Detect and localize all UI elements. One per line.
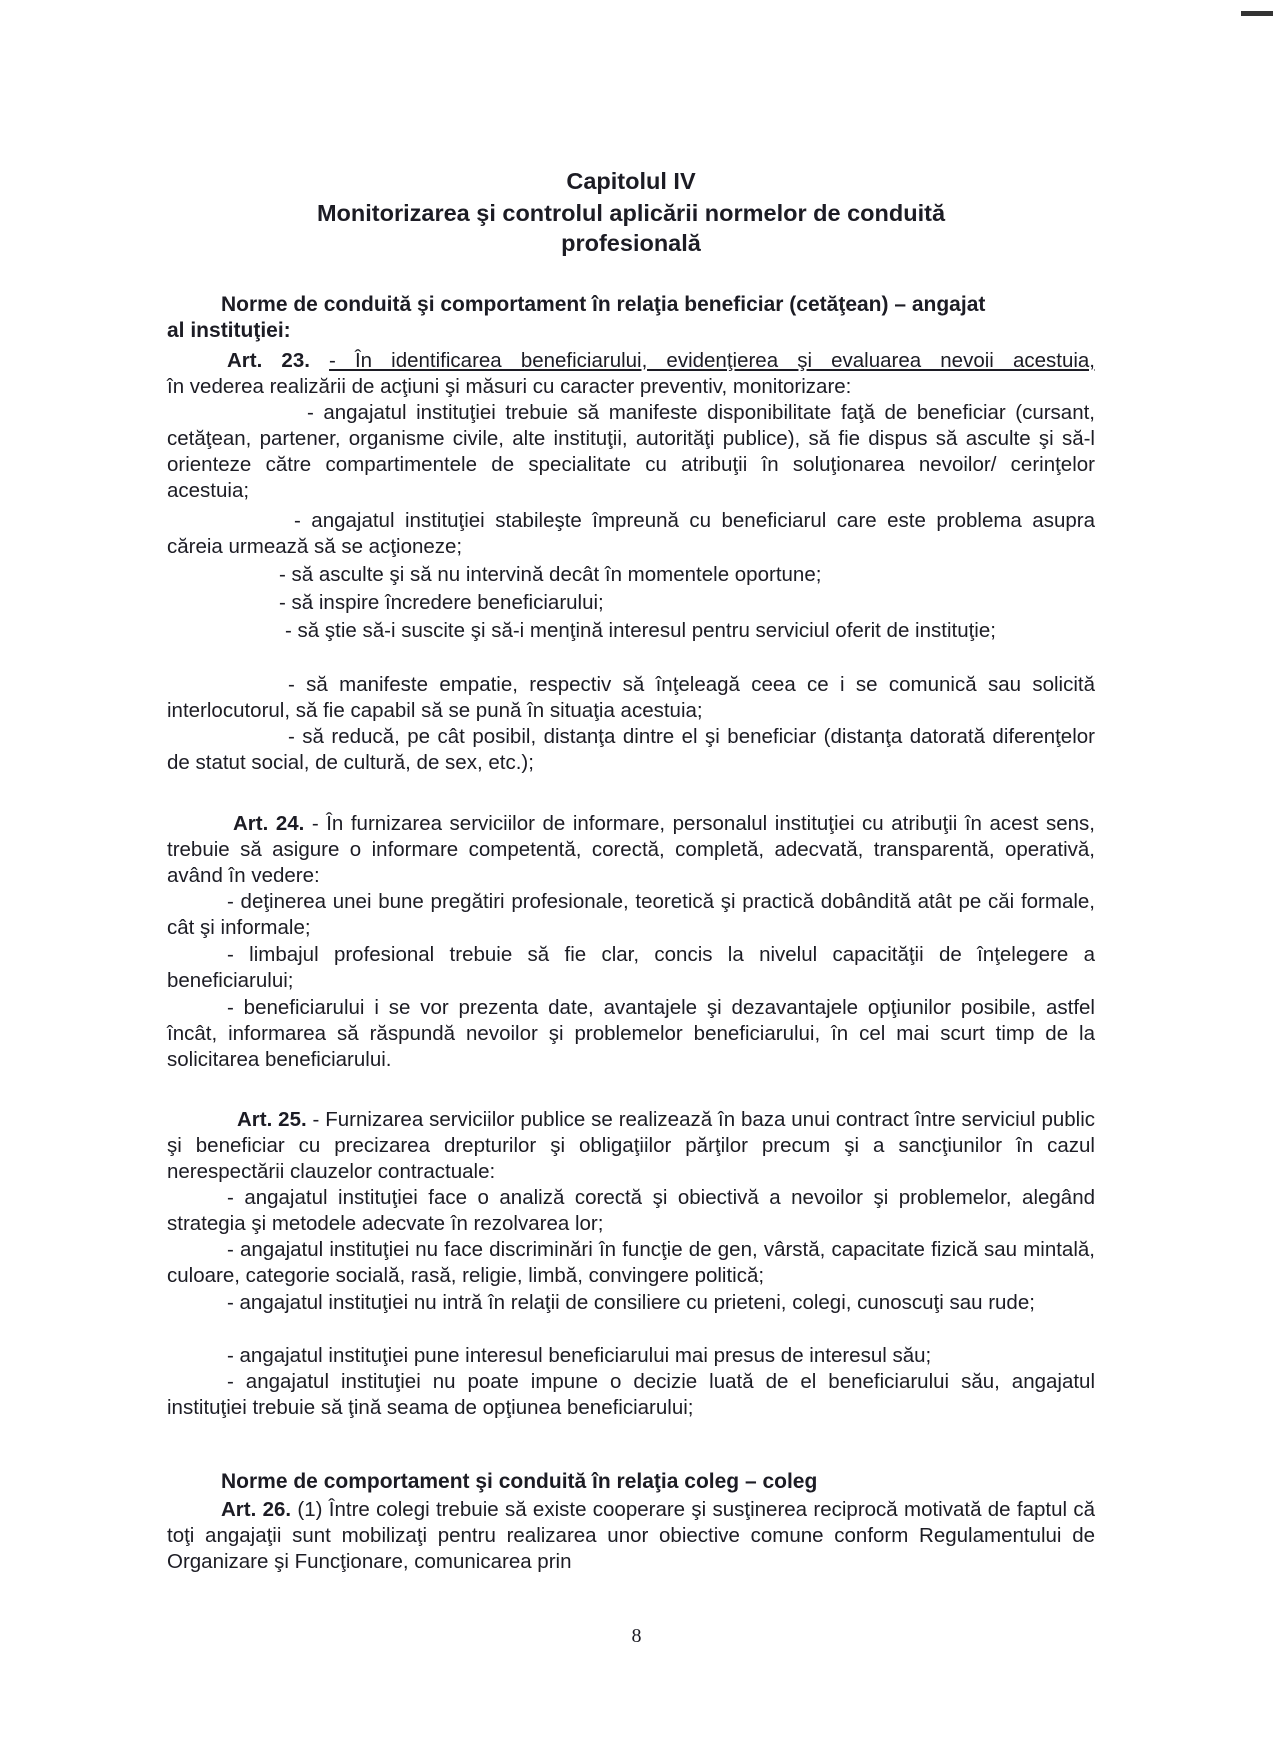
art25-label: Art. 25. [237, 1108, 307, 1131]
scan-corner-mark [1241, 11, 1273, 16]
art23-item-5: - să ştie să-i suscite şi să-i menţină interesul pentru serviciul oferit de instituţie; [285, 619, 996, 642]
art24-item-3: - beneficiarului i se vor prezenta date, avantajele şi dezavantajele opţiunilor posibile, astfel încât, informarea să răspundă nevoilor şi problemelor beneficiarului, în cel mai scurt timp de la solicitarea beneficiarului. [167, 996, 1095, 1071]
art23-intro-rest: în vederea realizării de acţiuni şi măsuri cu caracter preventiv, monitorizare: [167, 375, 852, 398]
art25-intro: - Furnizarea serviciilor publice se realizează în baza unui contract între serviciul public şi beneficiar cu precizarea drepturilor şi obligaţiilor părţilor precum şi a sancţiunilor în cazul nerespectării clauzelor contractuale: [167, 1108, 1096, 1183]
section1-heading-line2: al instituţiei: [167, 319, 291, 342]
art24-intro: - În furnizarea serviciilor de informare, personalul instituţiei cu atribuţii în acest sens, trebuie să asigure o informare competentă, corectă, completă, adecvată, transparentă, operativă, având în vedere: [167, 812, 1095, 887]
art25-item-2: - angajatul instituţiei nu face discriminări în funcţie de gen, vârstă, capacitate fizică sau mintală, culoare, categorie socială, rasă, religie, limbă, convingere politică; [167, 1238, 1095, 1287]
chapter-subtitle-line1: Monitorizarea şi controlul aplicării normelor de conduită [316, 200, 946, 226]
art23-intro-line [227, 348, 1095, 374]
art26-text: (1) Între colegi trebuie să existe cooperare şi susţinerea reciprocă motivată de faptul că toţi angajaţii sunt mobilizaţi pentru realizarea unor obiective comune conform Regulamentului de Organizare şi Funcţionare, comunicarea prin [167, 1498, 1095, 1573]
art25-item-1: - angajatul instituţiei face o analiză corectă şi obiectivă a nevoilor şi problemelor, alegând strategia şi metodele adecvate în rezolvarea lor; [167, 1186, 1095, 1235]
page-number: 8 [631, 1625, 642, 1647]
art23-intro-underlined: - În identificarea beneficiarului, evidenţierea şi evaluarea nevoii acestuia, [329, 349, 1095, 372]
art23-item-6: - să manifeste empatie, respectiv să înţeleagă ceea ce i se comunică sau solicită interlocutorul, să fie capabil să se pună în situaţia acestuia; [167, 673, 1095, 722]
art26-paragraph [167, 1497, 1095, 1575]
art25-paragraph [167, 1107, 1095, 1185]
art24-item-1: - deţinerea unei bune pregătiri profesionale, teoretică şi practică dobândită atât pe căi formale, cât şi informale; [167, 890, 1095, 939]
art25-item-3: - angajatul instituţiei nu intră în relaţii de consiliere cu prieteni, colegi, cunoscuţi sau rude; [227, 1291, 1035, 1314]
art24-label: Art. 24. [233, 812, 305, 835]
art26-label: Art. 26. [221, 1498, 292, 1521]
art25-item-5: - angajatul instituţiei nu poate impune o decizie luată de el beneficiarului său, angajatul instituţiei trebuie să ţină seama de opţiunea beneficiarului; [167, 1370, 1095, 1419]
art24-item-2: - limbajul profesional trebuie să fie clar, concis la nivelul capacităţii de înţelegere a beneficiarului; [167, 943, 1095, 992]
chapter-title: Capitolul IV [566, 168, 696, 194]
chapter-subtitle-line2: profesională [561, 230, 701, 256]
section1-heading-line1: Norme de conduită şi comportament în relaţia beneficiar (cetăţean) – angajat [221, 293, 986, 316]
art23-item-3: - să asculte şi să nu intervină decât în momentele oportune; [279, 563, 822, 586]
art23-label: Art. 23. [227, 349, 310, 372]
art23-item-1: - angajatul instituţiei trebuie să manifeste disponibilitate faţă de beneficiar (cursant, cetăţean, partener, organisme civile, alte instituţii, autorităţi publice), să fie dispus să asculte şi să-l orienteze către compartimentele de specialitate cu atribuţii în soluţionarea nevoilor/ cerinţelor acestuia; [167, 401, 1095, 502]
art25-item-4: - angajatul instituţiei pune interesul beneficiarului mai presus de interesul său; [227, 1344, 932, 1367]
art23-item-4: - să inspire încredere beneficiarului; [279, 591, 604, 614]
art23-item-7: - să reducă, pe cât posibil, distanţa dintre el şi beneficiar (distanţa datorată diferenţelor de statut social, de cultură, de sex, etc.); [167, 725, 1095, 774]
art23-item-2: - angajatul instituţiei stabileşte împreună cu beneficiarul care este problema asupra căreia urmează să se acţioneze; [167, 509, 1095, 558]
section2-heading: Norme de comportament şi conduită în relaţia coleg – coleg [221, 1470, 818, 1493]
art24-paragraph [167, 811, 1095, 889]
